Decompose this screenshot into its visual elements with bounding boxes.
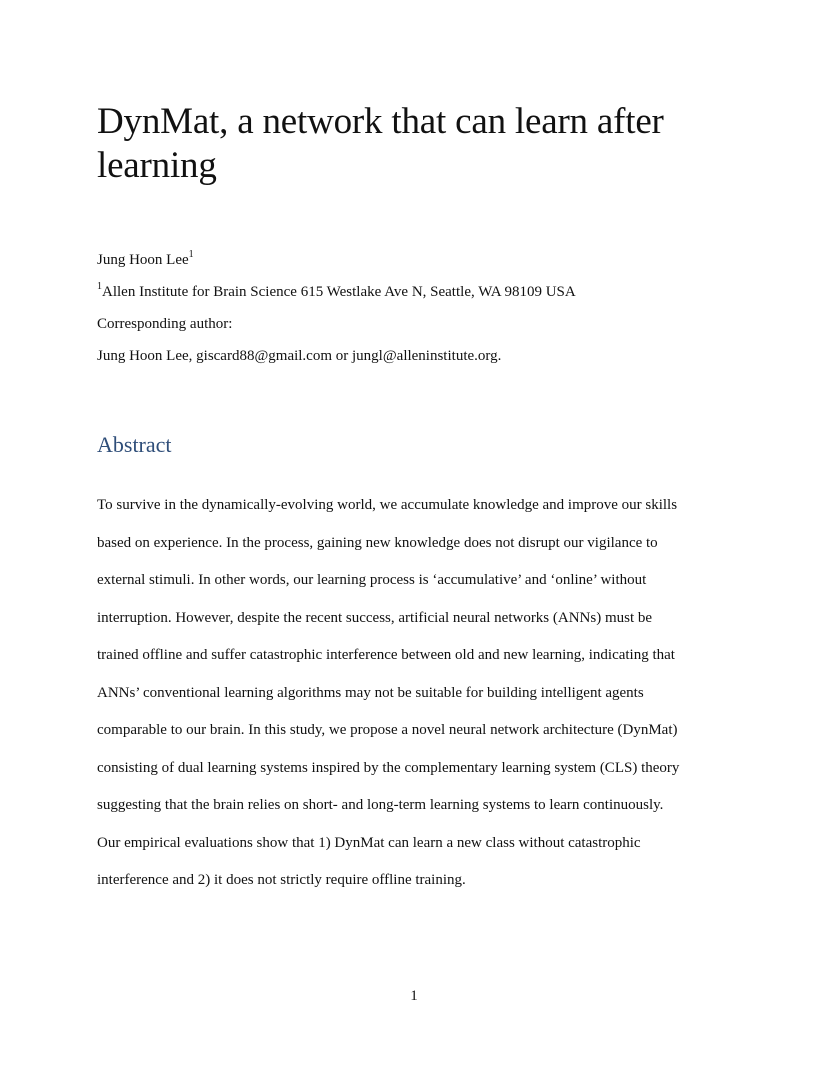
corresponding-author-contact: Jung Hoon Lee, giscard88@gmail.com or jungl@alleninstitute.org.: [97, 348, 502, 364]
abstract-line: external stimuli. In other words, our learning process is ‘accumulative’ and ‘online’ without: [97, 572, 647, 588]
abstract-line: suggesting that the brain relies on short- and long-term learning systems to learn continuously.: [97, 797, 664, 813]
abstract-line: Our empirical evaluations show that 1) DynMat can learn a new class without catastrophic: [97, 834, 641, 851]
affiliation-text: Allen Institute for Brain Science 615 Westlake Ave N, Seattle, WA 98109 USA: [102, 284, 576, 300]
page-number: 1: [410, 988, 418, 1004]
author-line: [97, 250, 757, 270]
abstract-heading: Abstract: [97, 432, 172, 457]
affiliation-superscript: 1: [97, 281, 102, 292]
abstract-line: consisting of dual learning systems inspired by the complementary learning system (CLS) theory: [97, 759, 680, 776]
abstract-line: based on experience. In the process, gaining new knowledge does not disrupt our vigilance to: [97, 534, 658, 551]
abstract-line: interruption. However, despite the recent success, artificial neural networks (ANNs) must be: [97, 609, 653, 626]
author-superscript: 1: [188, 249, 194, 260]
abstract-line: To survive in the dynamically-evolving world, we accumulate knowledge and improve our skills: [97, 497, 678, 513]
abstract-line: comparable to our brain. In this study, we propose a novel neural network architecture (DynMat): [97, 722, 678, 738]
abstract-line: ANNs’ conventional learning algorithms may not be suitable for building intelligent agents: [97, 684, 644, 701]
paper-title: [97, 100, 757, 188]
corresponding-author-label: Corresponding author:: [97, 316, 233, 332]
title-line: DynMat, a network that can learn after: [97, 101, 664, 142]
abstract-body: [97, 491, 737, 904]
author-name: Jung Hoon Lee: [97, 252, 189, 268]
abstract-line: trained offline and suffer catastrophic interference between old and new learning, indicating that: [97, 647, 675, 663]
abstract-line: interference and 2) it does not strictly require offline training.: [97, 872, 466, 888]
affiliation-line: [97, 282, 757, 302]
title-line: learning: [97, 145, 217, 186]
